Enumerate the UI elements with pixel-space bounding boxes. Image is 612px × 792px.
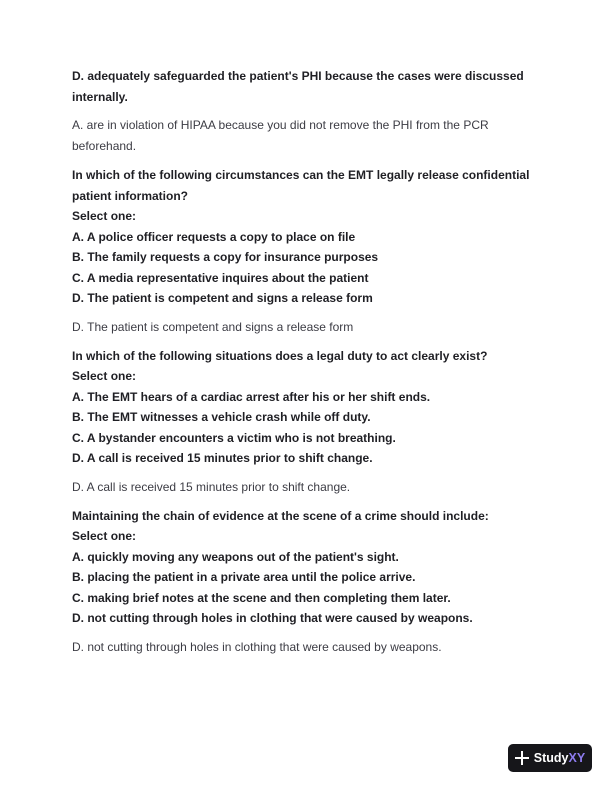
option-d: D. The patient is competent and signs a release form (72, 291, 373, 305)
brand-name (534, 751, 585, 765)
plus-icon (515, 751, 529, 765)
select-label: Select one: (72, 529, 137, 543)
answer-text: D. not cutting through holes in clothing that were caused by weapons. (72, 639, 442, 654)
intro-answer: A. are in violation of HIPAA because you did not remove the PHI from the PCR beforehand. (72, 118, 489, 153)
option-b: B. The family requests a copy for insurance purposes (72, 250, 379, 264)
question-prompt: In which of the following situations does a legal duty to act clearly exist? (72, 348, 488, 363)
option-a: A. A police officer requests a copy to place on file (72, 229, 356, 244)
option-d: D. A call is received 15 minutes prior to shift change. (72, 451, 373, 465)
option-c: C. A media representative inquires about the patient (72, 270, 369, 285)
question-block-3 (72, 506, 542, 658)
answer-text: D. A call is received 15 minutes prior to shift change. (72, 479, 351, 494)
question-block-1 (72, 165, 542, 338)
question-prompt: In which of the following circumstances can the EMT legally release confidential patient information? (72, 168, 530, 203)
document-body (72, 66, 542, 666)
option-c: C. A bystander encounters a victim who is not breathing. (72, 430, 396, 445)
studyxy-logo[interactable] (508, 744, 592, 772)
answer-text: D. The patient is competent and signs a release form (72, 319, 354, 334)
brand-name-part1: Study (533, 751, 569, 765)
option-a: A. quickly moving any weapons out of the patient's sight. (72, 549, 399, 564)
select-label: Select one: (72, 369, 137, 383)
option-b: B. placing the patient in a private area until the police arrive. (72, 570, 416, 584)
intro-question: D. adequately safeguarded the patient's PHI because the cases were discussed internally. (72, 69, 524, 104)
question-block-2 (72, 346, 542, 498)
option-b: B. The EMT witnesses a vehicle crash while off duty. (72, 410, 371, 424)
option-d: D. not cutting through holes in clothing that were caused by weapons. (72, 611, 473, 625)
option-a: A. The EMT hears of a cardiac arrest after his or her shift ends. (72, 389, 431, 404)
select-label: Select one: (72, 209, 137, 223)
brand-name-part2: XY (568, 751, 586, 765)
question-prompt: Maintaining the chain of evidence at the scene of a crime should include: (72, 508, 489, 523)
option-c: C. making brief notes at the scene and then completing them later. (72, 590, 451, 605)
